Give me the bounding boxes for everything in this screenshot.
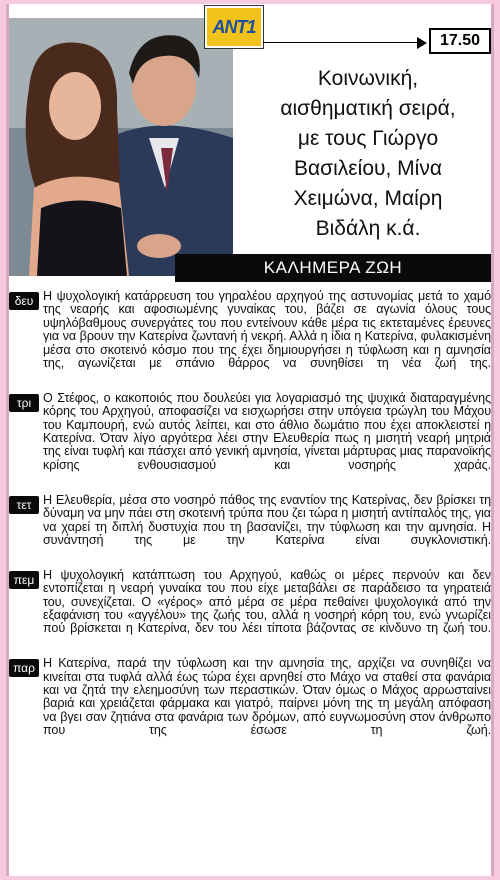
description-line: Βιδάλη κ.ά.: [315, 217, 421, 240]
episode-list: [9, 290, 491, 759]
channel-logo-text: ANT1: [212, 16, 256, 37]
description-line: Χειμώνα, Μαίρη: [293, 187, 443, 210]
tv-listing-page: [6, 4, 494, 876]
description-line: αισθηματική σειρά,: [280, 97, 456, 120]
cast-photo: [9, 18, 233, 276]
episode-synopsis: Η ψυχολογική κατάρρευση του γηραλέου αρχηγού της αστυνομίας μετά το χαμό της νεαρής και αφοσιωμένης γυναίκας του, βάζει σε αγωνία όλους τους υψηλόβαθμους συνεργάτες του που εντείνουν κάθε μέρα τις εκτεταμένες έρευνες για να βρουν την Κατερίνα ζωντανή ή νεκρή. Αλλά η ίδια η Κατερίνα, φυλακισμένη μέσα στο σκοτεινό κόσμο που της έχει δημιουργήσει η τύφλωση και η αμνησία της, αγωνίζεται με σπάνιο θάρρος να συνηθίσει τη νέα ζωή της.: [43, 289, 491, 371]
channel-logo: [205, 6, 263, 48]
episode-thursday: [9, 569, 491, 649]
broadcast-time: 17.50: [429, 28, 491, 54]
cast-photo-image: [9, 18, 233, 276]
day-label: πεμ: [9, 571, 39, 589]
day-label: τρι: [9, 394, 39, 412]
episode-synopsis: Η Ελευθερία, μέσα στο νοσηρό πάθος της εναντίον της Κατερίνας, δεν βρίσκει τη δύναμη να μην πάει στη σκοτεινή τρύπα που ζει τώρα η μισητή αντίπαλός της, για να χαρεί τη διπλή δυστυχία που τη βασανίζει, την τύφλωση και την αμνησία. Η συνάντησή της με την Κατερίνα είναι συγκλονιστική.: [43, 492, 491, 547]
time-pointer-line: [263, 42, 423, 43]
episode-synopsis: Η ψυχολογική κατάπτωση του Αρχηγού, καθώς οι μέρες περνούν και δεν εντοπίζεται η νεαρή γυναίκα του που είχε μεταβάλει σε παράδεισο τα γηρατειά του, συνεχίζεται. Ο «γέρος» από μέρα σε μέρα πεθαίνει ψυχολογικά από την εξαφάνιση του «αγγέλου» της ζωής του, αλλά η νοσηρή κόρη του, ενώ γνωρίζει πού βρίσκεται η Κατερίνα, δεν του λέει τίποτα βάζοντας σε κίνδυνο τη ζωή του.: [43, 567, 491, 636]
episode-synopsis: Ο Στέφος, ο κακοποιός που δουλεύει για λογαριασμό της ψυχικά διαταραγμένης κόρης του Αρχηγού, αποφασίζει να εισχωρήσει στην υπόγεια τρώγλη του Μάχου του Καμπουρή, ενώ αυτός λείπει, και στο άθλιο δωμάτιο που έχει αποκλειστεί η Κατερίνα. Όταν λίγο αργότερα λέει στην Ελευθερία πως η μισητή νεαρή μητριά της είναι τυφλή και πάσχει από γενική αμνησία, γίνεται μάρτυρας μιας παρανοϊκής κρίσης ενθουσιασμού και νοσηρής χαράς.: [43, 390, 491, 472]
show-title: ΚΑΛΗΜΕΡΑ ΖΩΗ: [175, 254, 491, 282]
episode-synopsis: Η Κατερίνα, παρά την τύφλωση και την αμνησία της, αρχίζει να συνηθίζει να κινείται στα τυφλά αλλά έως τώρα έχει αρνηθεί στο Μάχο να σταθεί στα φανάρια και να ζητά την ελεημοσύνη των περαστικών. Όταν όμως ο Μάχος αρρωσταίνει βαριά και χρειάζεται φάρμακα και γιατρό, παίρνει μόνη της τη μεγάλη απόφαση να βγει σαν ζητιάνα στα φανάρια των δρόμων, από ευγνωμοσύνη στον άνθρωπο που της έσωσε τη ζωή.: [43, 656, 491, 738]
description-line: με τους Γιώργο: [297, 127, 439, 150]
day-label: τετ: [9, 496, 39, 514]
episode-monday: [9, 290, 491, 384]
day-label: παρ: [9, 659, 39, 677]
episode-friday: [9, 657, 491, 751]
arrow-right-icon: [417, 37, 427, 49]
description-line: Βασιλείου, Μίνα: [294, 157, 442, 180]
description-line: Κοινωνική,: [317, 67, 419, 90]
episode-tuesday: [9, 392, 491, 486]
day-label: δευ: [9, 292, 39, 310]
episode-wednesday: [9, 494, 491, 561]
show-description: [243, 64, 493, 244]
